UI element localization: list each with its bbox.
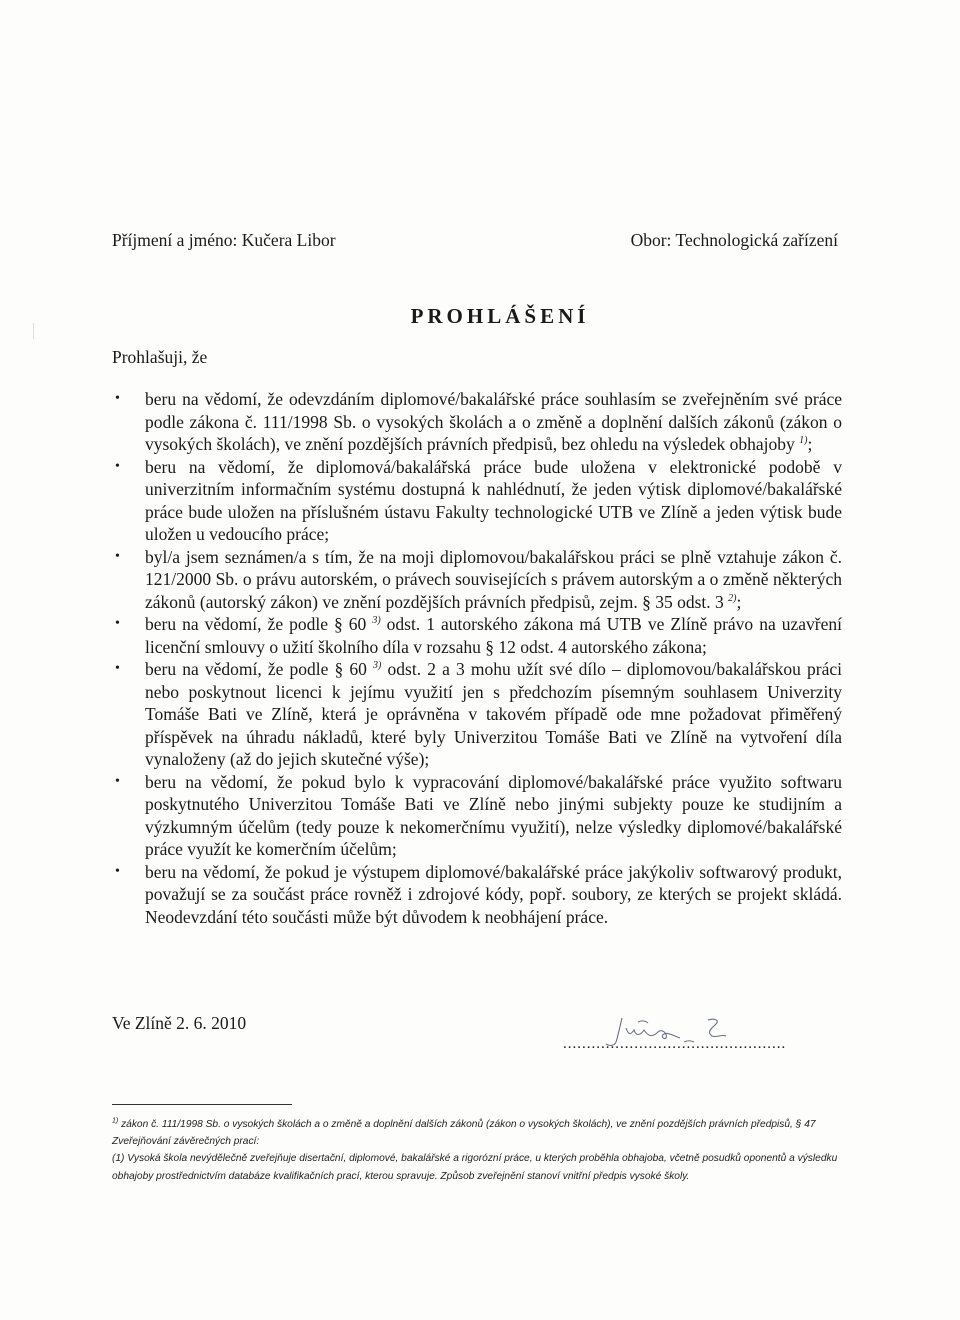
list-item: • beru na vědomí, že pokud bylo k vypracování diplomové/bakalářské práce využito softwaru poskytnutého Univerzitou Tomáše Bati ve Zlíně nebo jinými subjekty pouze ke studijním a výzkumným účelům (tedy pouze k nekomerčnímu využití), nelze výsledky diplomové/bakalářské práce využít ke komerčním účelům; xyxy=(115,771,842,859)
footnotes xyxy=(112,1116,847,1185)
list-item: • beru na vědomí, že pokud je výstupem diplomové/bakalářské práce jakýkoliv softwarový produkt, považují se za součást práce rovněž i zdrojové kódy, popř. soubory, ze kterých se projekt skládá. Neodevzdání této součásti může být důvodem k neobhájení práce. xyxy=(115,861,842,927)
list-item: • beru na vědomí, že podle § 60 $^{3)}$ odst. 2 a 3 mohu užít své dílo – diplomovou/bakalářskou práci nebo poskytnout licenci k jejímu využití jen s předchozím písemným souhlasem Univerzity Tomáše Bati ve Zlíně, která je oprávněna v takovém případě ode mne požadovat přiměřený příspěvek na úhradu nákladů, které byly Univerzitou Tomáše Bati ve Zlíně na vytvoření díla vynaloženy (až do jejich skutečné výše); xyxy=(115,659,842,769)
bullet-icon: • xyxy=(115,391,120,406)
bullet-icon: • xyxy=(115,548,120,564)
bullet-icon: • xyxy=(115,863,120,879)
page-title: PROHLÁŠENÍ xyxy=(410,304,590,328)
footnote-divider xyxy=(112,1104,292,1105)
footnote-1: $^{1)}$ zákon č. 111/1998 Sb. o vysokých školách a o změně a doplnění dalších zákonů (zákon o vysokých školách), ve znění pozdějších právních předpisů, § 47 Zveřejňování závěrečných prací: xyxy=(112,1117,816,1148)
footnote-1-detail: (1) Vysoká škola nevýdělečně zveřejňuje disertační, diplomové, bakalářské a rigorózní práce, u kterých proběhla obhajoba, včetně posudků oponentů a výsledku obhajoby prostřednictvím databáze kvalifikačních prací, kterou spravuje. Způsob zveřejnění stanoví vnitřní předpis vysoké školy. xyxy=(112,1153,838,1182)
list-item: • beru na vědomí, že podle § 60 $^{3)}$ odst. 1 autorského zákona má UTB ve Zlíně právo na uzavření licenční smlouvy o užití školního díla v rozsahu § 12 odst. 4 autorského zákona; xyxy=(115,614,842,657)
list-item: • beru na vědomí, že odevzdáním diplomové/bakalářské práce souhlasím se zveřejněním své práce podle zákona č. 111/1998 Sb. o vysokých školách a o změně a doplnění dalších zákonů (zákon o vysokých školách), ve znění pozdějších právních předpisů, bez ohledu na výsledek obhajoby $^{1)}$; xyxy=(115,389,842,454)
signature-line: ............................................... xyxy=(563,1036,787,1052)
bullet-icon: • xyxy=(115,773,120,789)
field-of-study: Obor: Technologická zařízení xyxy=(630,230,838,250)
bullet-icon: • xyxy=(115,458,120,474)
bullet-icon: • xyxy=(115,616,120,631)
place-and-date: Ve Zlíně 2. 6. 2010 xyxy=(112,1013,247,1033)
bullet-icon: • xyxy=(115,661,120,676)
student-name: Příjmení a jméno: Kučera Libor xyxy=(112,230,336,250)
list-item: • beru na vědomí, že diplomová/bakalářská práce bude uložena v elektronické podobě v univerzitním informačním systému dostupná k nahlédnutí, že jeden výtisk diplomové/bakalářské práce bude uložen na příslušném ústavu Fakulty technologické UTB ve Zlíně a jeden výtisk bude uložen u vedoucího práce; xyxy=(115,456,842,544)
list-item: • byl/a jsem seznámen/a s tím, že na moji diplomovou/bakalářskou práci se plně vztahuje zákon č. 121/2000 Sb. o právu autorském, o právech souvisejících s právem autorským a o změně některých zákonů (autorský zákon) ve znění pozdějších právních předpisů, zejm. § 35 odst. 3 $^{2)}$; xyxy=(115,546,842,612)
declaration-list xyxy=(112,388,842,928)
intro-text: Prohlašuji, že xyxy=(112,347,208,367)
